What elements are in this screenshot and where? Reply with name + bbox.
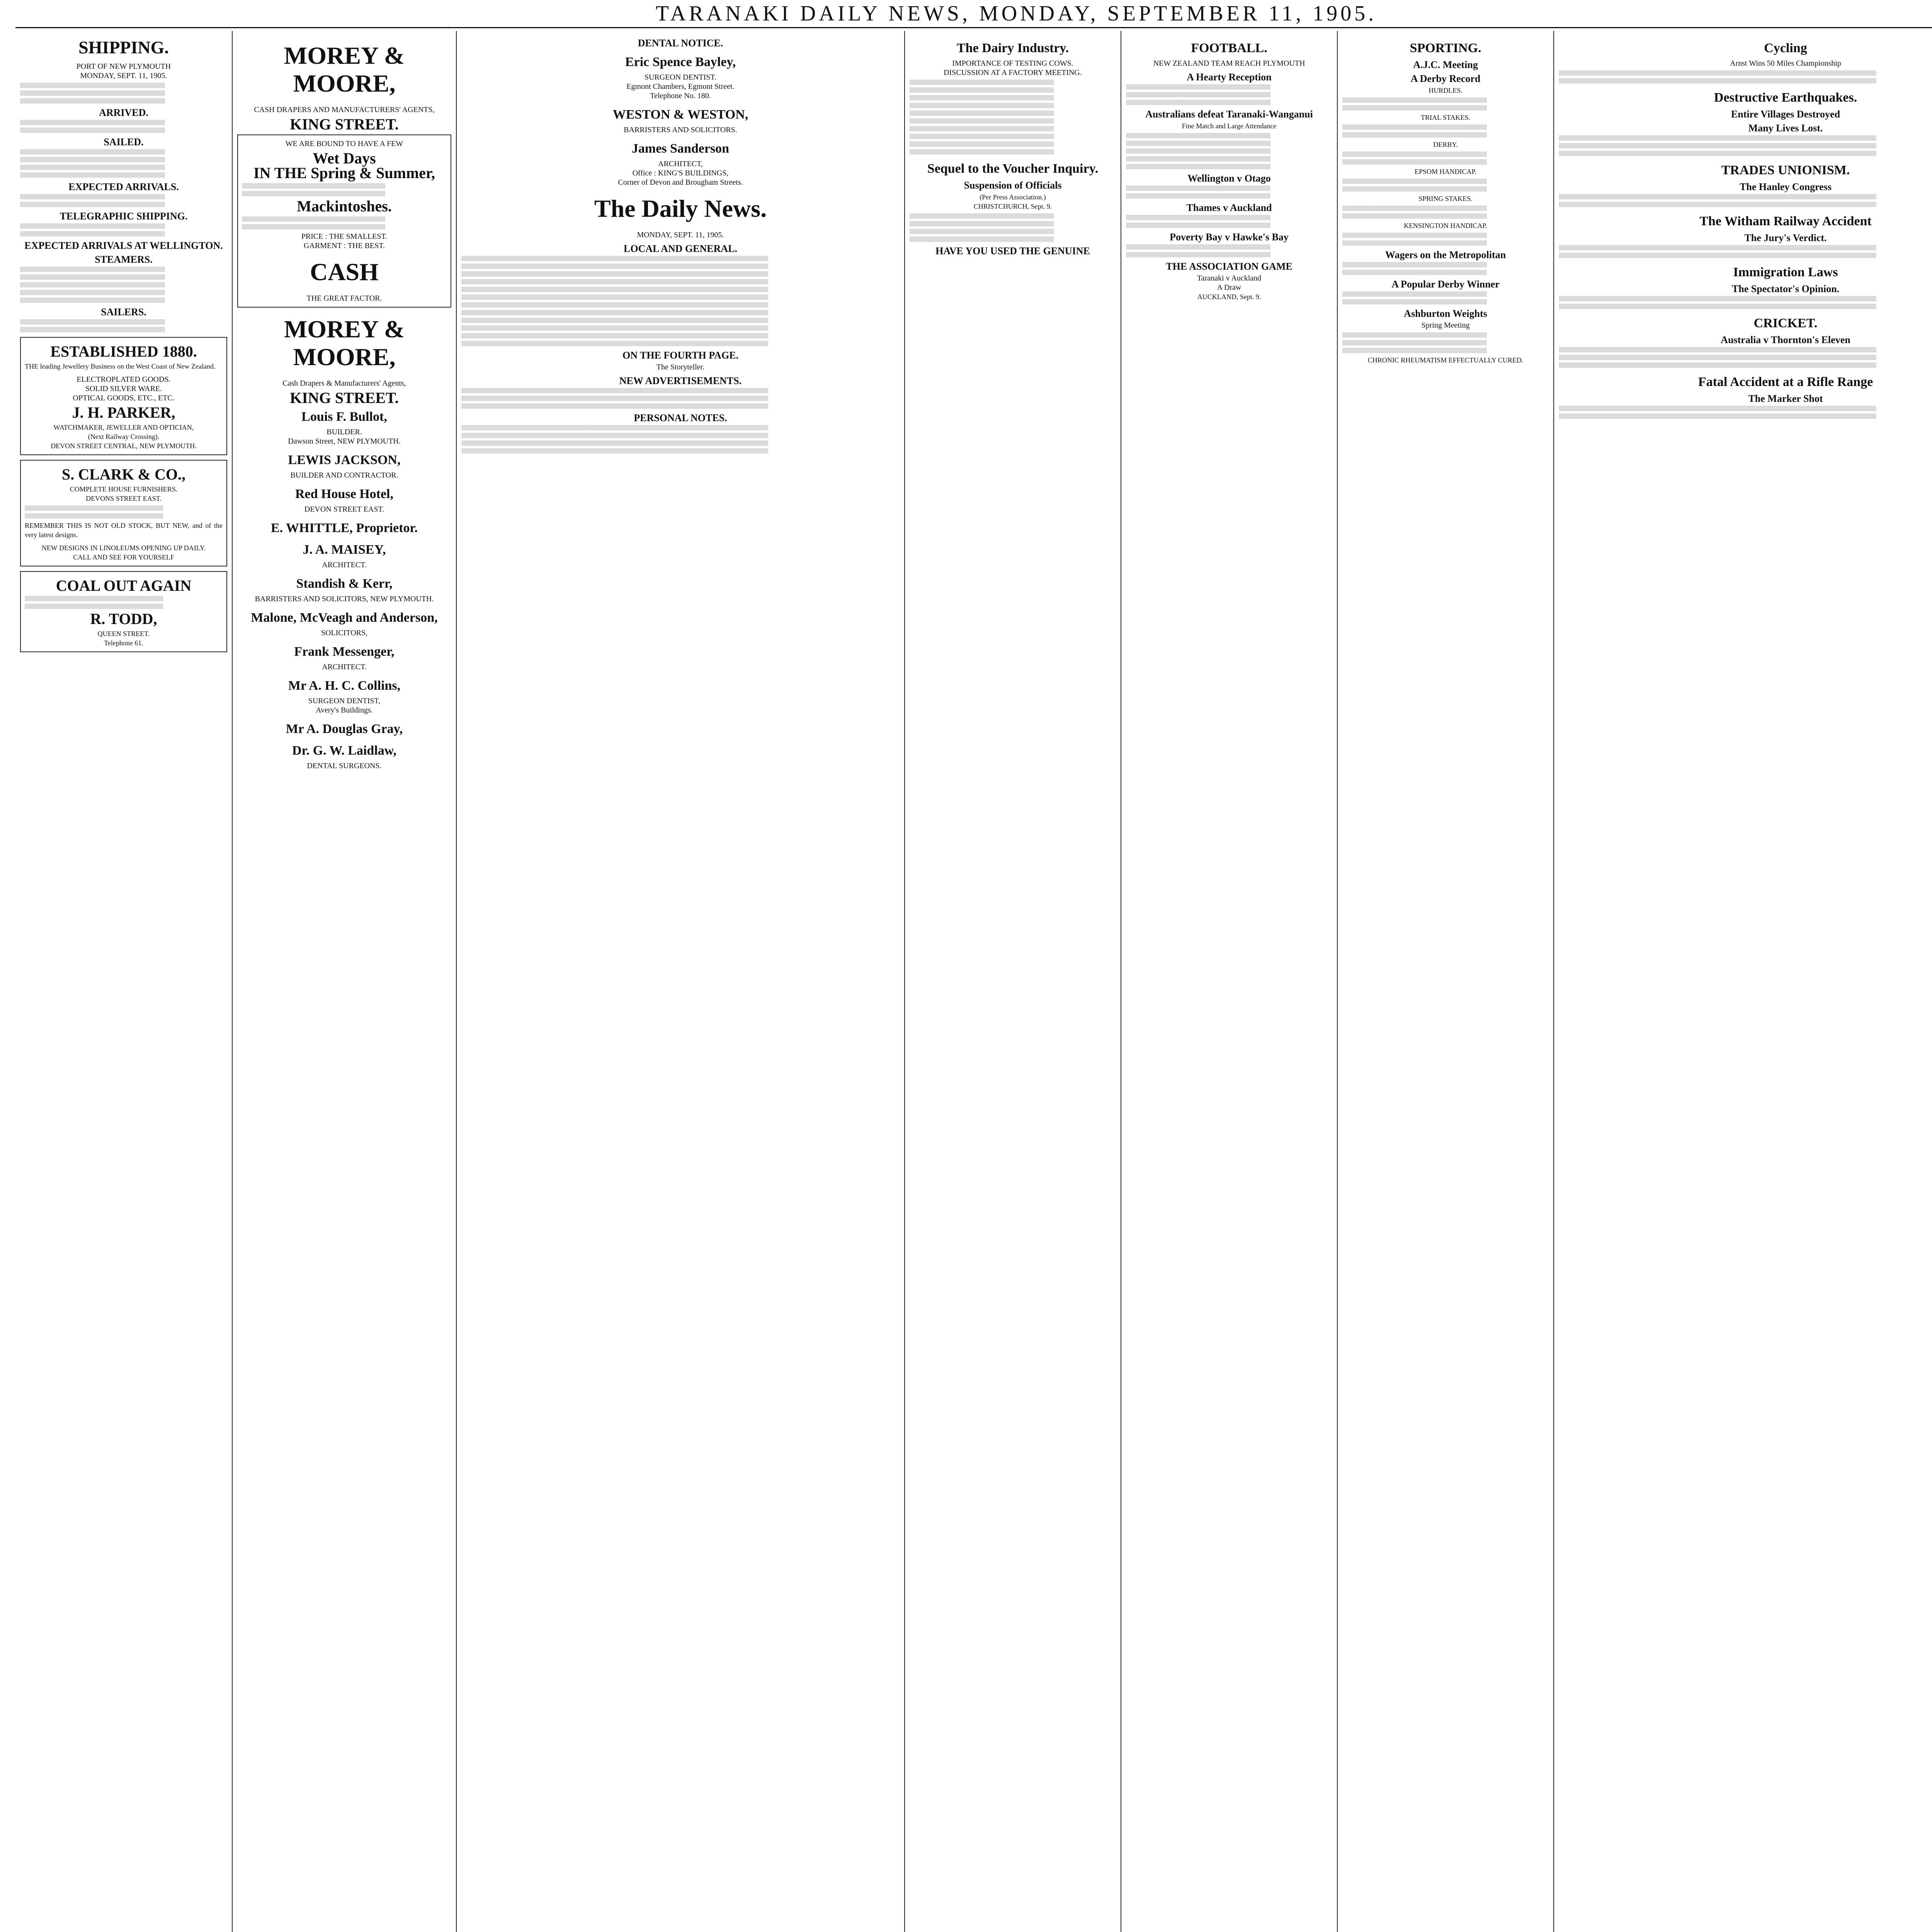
clark-name: S. CLARK & CO.,	[61, 466, 186, 483]
maisey-name: J. A. MAISEY,	[303, 543, 386, 557]
destructive-heading: Destructive Earthquakes.	[1714, 90, 1857, 105]
derby-record: A Derby Record	[1410, 73, 1481, 84]
hearty-reception: A Hearty Reception	[1187, 71, 1272, 83]
coal-heading: COAL OUT AGAIN	[56, 577, 192, 594]
steamers-heading: STEAMERS.	[95, 254, 153, 265]
nz-team-subheading: NEW ZEALAND TEAM REACH PLYMOUTH	[1153, 59, 1305, 68]
sanderson-corner: Corner of Devon and Brougham Streets.	[618, 178, 743, 187]
press-association: (Per Press Association.)	[980, 193, 1046, 201]
dairy-heading: The Dairy Industry.	[957, 41, 1069, 55]
masthead: TARANAKI DAILY NEWS, MONDAY, SEPTEMBER 11, 1905.	[655, 2, 1377, 26]
collins-name: Mr A. H. C. Collins,	[288, 679, 401, 693]
bound-line: WE ARE BOUND TO HAVE A FEW	[285, 139, 403, 148]
column-advertisements	[232, 31, 456, 1932]
cash-word: CASH	[310, 258, 379, 286]
date-label: MONDAY, SEPT. 11, 1905.	[80, 71, 167, 80]
morey2-sub: Cash Drapers & Manufacturers' Agents,	[282, 379, 406, 388]
trial-heading: TRIAL STAKES.	[1421, 114, 1470, 121]
new-ads-heading: NEW ADVERTISEMENTS.	[619, 375, 742, 386]
messenger-name: Frank Messenger,	[294, 645, 395, 659]
mackintoshes: Mackintoshes.	[297, 197, 392, 215]
column-shipping	[15, 31, 232, 1932]
cycling-heading: Cycling	[1764, 41, 1807, 55]
todd-telephone: Telephone 61.	[104, 639, 143, 647]
column-dairy	[904, 31, 1121, 1932]
arnst-subheading: Arnst Wins 50 Miles Championship	[1730, 59, 1841, 68]
wet-days: Wet Days	[313, 150, 376, 167]
kensington-heading: KENSINGTON HANDICAP.	[1404, 222, 1487, 230]
bayley-name: Eric Spence Bayley,	[625, 55, 736, 69]
sequel-heading: Sequel to the Voucher Inquiry.	[927, 162, 1099, 176]
christchurch-dateline: CHRISTCHURCH, Sept. 9.	[973, 202, 1052, 210]
redhouse-name: Red House Hotel,	[295, 487, 394, 501]
electro-line: ELECTROPLATED GOODS.	[77, 375, 171, 384]
ashburton-heading: Ashburton Weights	[1404, 308, 1487, 319]
sailers-heading: SAILERS.	[101, 306, 146, 318]
sporting-heading: SPORTING.	[1410, 41, 1481, 55]
cricket-heading: CRICKET.	[1753, 316, 1818, 330]
marker-shot: The Marker Shot	[1748, 393, 1823, 404]
gray-name: Mr A. Douglas Gray,	[286, 722, 403, 736]
wagers-heading: Wagers on the Metropolitan	[1385, 249, 1506, 260]
australia-thornton: Australia v Thornton's Eleven	[1721, 334, 1850, 345]
king-street: KING STREET.	[290, 116, 399, 133]
spectator-opinion: The Spectator's Opinion.	[1731, 283, 1840, 294]
parker-address: DEVON STREET CENTRAL, NEW PLYMOUTH.	[51, 442, 197, 450]
morey2-title: MOREY & MOORE,	[284, 315, 405, 371]
immigration-heading: Immigration Laws	[1733, 265, 1838, 279]
port-label: PORT OF NEW PLYMOUTH	[76, 62, 171, 71]
garment-line: GARMENT : THE BEST.	[303, 242, 385, 250]
standish-name: Standish & Kerr,	[296, 577, 393, 591]
shipping-heading: SHIPPING.	[78, 37, 169, 57]
association-heading: THE ASSOCIATION GAME	[1166, 261, 1293, 272]
factor-line: THE GREAT FACTOR.	[306, 294, 382, 303]
fourth-page-item: The Storyteller.	[656, 363, 705, 371]
sanderson-name: James Sanderson	[631, 141, 730, 156]
telegraphic-heading: TELEGRAPHIC SHIPPING.	[60, 211, 188, 222]
collins-sub: SURGEON DENTIST,	[308, 697, 381, 705]
bayley-telephone: Telephone No. 180.	[650, 92, 711, 100]
standish-sub: BARRISTERS AND SOLICITORS, NEW PLYMOUTH.	[255, 595, 434, 603]
sanderson-sub: ARCHITECT,	[658, 160, 703, 168]
column-football	[1121, 31, 1337, 1932]
parker-sub: WATCHMAKER, JEWELLER AND OPTICIAN,	[53, 423, 194, 431]
price-line: PRICE : THE SMALLEST.	[301, 232, 388, 241]
jury-verdict: The Jury's Verdict.	[1744, 232, 1827, 243]
fourth-page-heading: ON THE FOURTH PAGE.	[622, 350, 739, 361]
fine-match-subheading: Fine Match and Large Attendance	[1182, 122, 1277, 130]
established-heading: ESTABLISHED 1880.	[50, 343, 197, 360]
bullot-address: Dawson Street, NEW PLYMOUTH.	[288, 437, 401, 446]
wellington-otago-heading: Wellington v Otago	[1187, 173, 1271, 184]
laidlaw-sub: DENTAL SURGEONS.	[307, 762, 382, 770]
thames-auckland-heading: Thames v Auckland	[1186, 202, 1272, 213]
bayley-address: Egmont Chambers, Egmont Street.	[626, 82, 735, 91]
expected-wellington-heading: EXPECTED ARRIVALS AT WELLINGTON.	[24, 240, 223, 251]
redhouse-address: DEVON STREET EAST.	[304, 505, 384, 514]
personal-notes-heading: PERSONAL NOTES.	[634, 412, 727, 423]
weston-sub: BARRISTERS AND SOLICITORS.	[624, 126, 737, 134]
chronic-rheumatism: CHRONIC RHEUMATISM EFFECTUALLY CURED.	[1367, 356, 1524, 364]
parker-name: J. H. PARKER,	[72, 404, 175, 421]
collins-address: Avery's Buildings.	[316, 706, 373, 714]
bullot-sub: BUILDER.	[327, 428, 362, 436]
paper-title: The Daily News.	[594, 195, 767, 222]
parker-sub2: (Next Railway Crossing).	[88, 433, 160, 440]
clark-sub: COMPLETE HOUSE FURNISHERS.	[70, 485, 178, 493]
spring-summer: IN THE Spring & Summer,	[253, 164, 435, 182]
entire-villages: Entire Villages Destroyed	[1731, 109, 1840, 120]
malone-sub: SOLICITORS,	[321, 629, 368, 637]
trades-heading: TRADES UNIONISM.	[1721, 163, 1850, 177]
many-lives: Many Lives Lost.	[1748, 122, 1823, 134]
masthead-rule	[15, 27, 1932, 28]
morey-sub: CASH DRAPERS AND MANUFACTURERS' AGENTS,	[254, 105, 435, 114]
derby-heading: DERBY.	[1433, 141, 1458, 148]
king-street-2: KING STREET.	[290, 389, 399, 406]
sailed-heading: SAILED.	[104, 136, 144, 148]
established-text: THE leading Jewellery Business on the West Coast of New Zealand.	[25, 362, 216, 370]
expected-heading: EXPECTED ARRIVALS.	[68, 181, 179, 192]
local-general-heading: LOCAL AND GENERAL.	[624, 243, 737, 254]
column-cycling-cables	[1553, 31, 1932, 1932]
australians-heading: Australians defeat Taranaki-Wanganui	[1145, 109, 1313, 120]
weston-name: WESTON & WESTON,	[612, 107, 748, 122]
bayley-sub: SURGEON DENTIST.	[644, 73, 717, 82]
bullot-name: Louis F. Bullot,	[301, 410, 387, 424]
column-local-news	[456, 31, 904, 1932]
spring-stakes-heading: SPRING STAKES.	[1418, 195, 1473, 202]
todd-name: R. TODD,	[90, 610, 157, 628]
lewis-name: LEWIS JACKSON,	[288, 453, 401, 467]
taranaki-auckland: Taranaki v Auckland	[1197, 274, 1262, 282]
maisey-sub: ARCHITECT.	[322, 561, 367, 569]
hanley-congress: The Hanley Congress	[1740, 181, 1832, 192]
witham-heading: The Witham Railway Accident	[1699, 214, 1872, 228]
arrived-heading: ARRIVED.	[99, 107, 148, 118]
linoleum-line: NEW DESIGNS IN LINOLEUMS OPENING UP DAILY.	[41, 544, 206, 552]
ajc-meeting: A.J.C. Meeting	[1413, 59, 1478, 70]
auckland-dateline: AUCKLAND, Sept. 9.	[1197, 293, 1261, 301]
whittle-name: E. WHITTLE, Proprietor.	[270, 521, 418, 535]
testing-subheading: IMPORTANCE OF TESTING COWS.	[952, 59, 1073, 68]
football-heading: FOOTBALL.	[1191, 41, 1267, 55]
laidlaw-name: Dr. G. W. Laidlaw,	[292, 743, 396, 758]
fatal-heading: Fatal Accident at a Rifle Range	[1698, 375, 1873, 389]
poverty-bay-heading: Poverty Bay v Hawke's Bay	[1170, 231, 1289, 243]
hurdles-heading: HURDLES.	[1429, 87, 1463, 94]
clark-address: DEVONS STREET EAST.	[86, 495, 162, 502]
genuine-ad: HAVE YOU USED THE GENUINE	[935, 245, 1090, 257]
lewis-sub: BUILDER AND CONTRACTOR.	[290, 471, 398, 480]
draw-line: A Draw	[1217, 283, 1242, 292]
popular-derby-heading: A Popular Derby Winner	[1391, 279, 1500, 290]
silver-line: SOLID SILVER WARE.	[85, 384, 162, 393]
sanderson-office: Office : KING'S BUILDINGS,	[632, 169, 729, 177]
discussion-subheading: DISCUSSION AT A FACTORY MEETING.	[944, 68, 1082, 77]
paper-date: MONDAY, SEPT. 11, 1905.	[637, 231, 724, 239]
call-line: CALL AND SEE FOR YOURSELF	[73, 553, 174, 561]
dental-notice: DENTAL NOTICE.	[638, 37, 723, 49]
suspension-subheading: Suspension of Officials	[964, 180, 1062, 191]
spring-meeting: Spring Meeting	[1421, 321, 1470, 330]
todd-address: QUEEN STREET.	[97, 630, 150, 638]
malone-name: Malone, McVeagh and Anderson,	[251, 611, 438, 625]
remember-line: REMEMBER THIS IS NOT OLD STOCK, BUT NEW, and of the very latest designs.	[25, 522, 223, 539]
optical-line: OPTICAL GOODS, ETC., ETC.	[73, 394, 175, 402]
morey-title: MOREY & MOORE,	[284, 42, 405, 97]
epsom-heading: EPSOM HANDICAP.	[1414, 168, 1477, 175]
messenger-sub: ARCHITECT.	[322, 663, 367, 671]
column-sporting	[1337, 31, 1553, 1932]
